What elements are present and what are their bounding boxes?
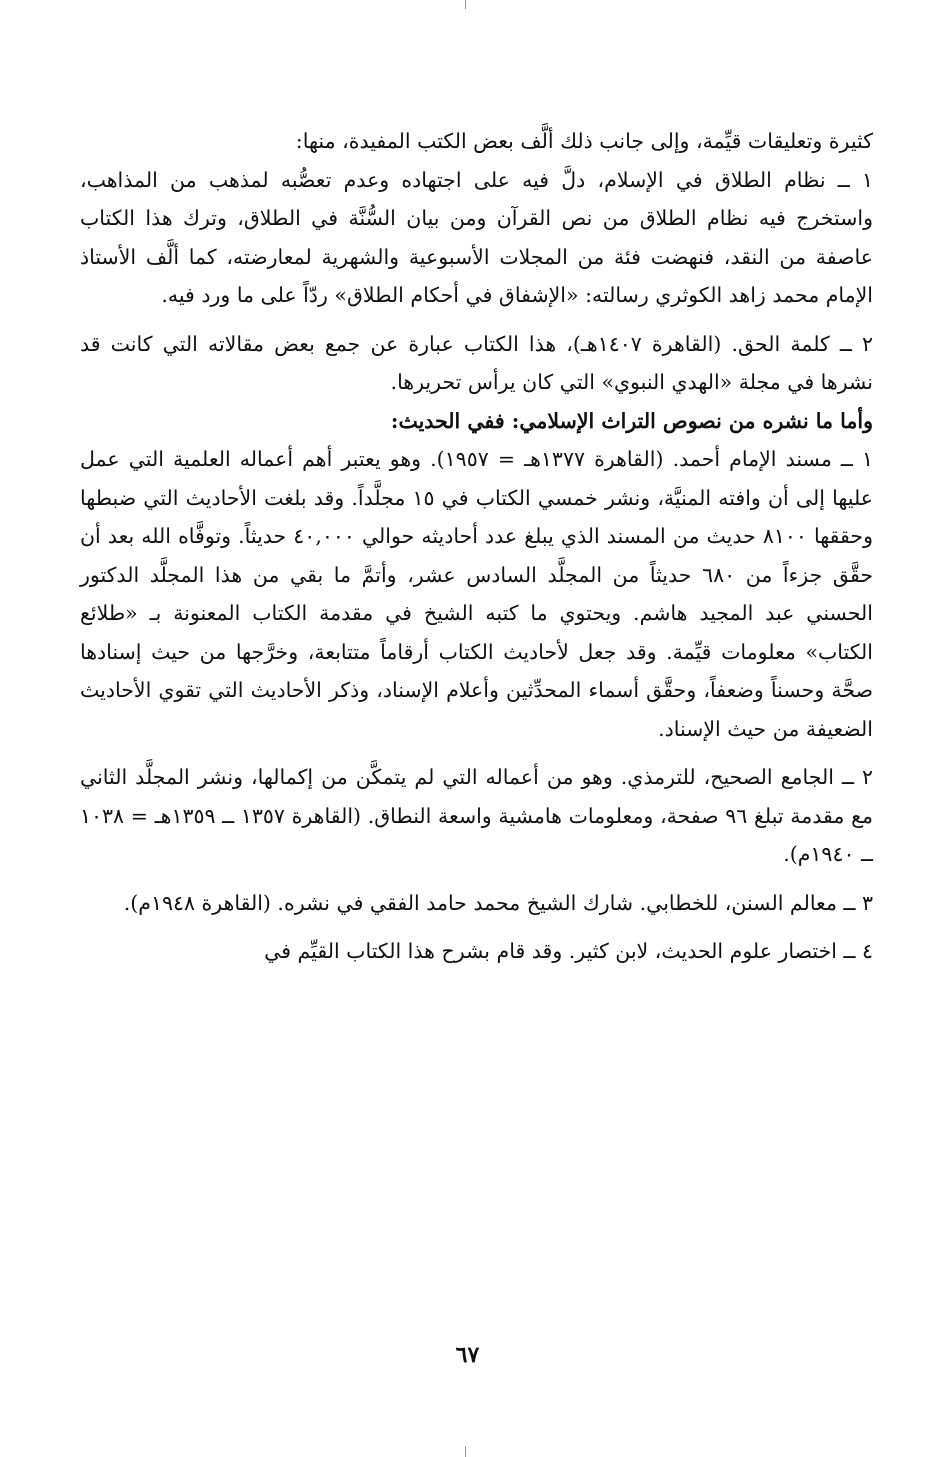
paragraph-hadith-item-3-maalim: ٣ ــ معالم السنن، للخطابي. شارك الشيخ محمد حامد الفقي في نشره. (القاهرة ١٩٤٨م). — [123, 890, 873, 915]
paragraph-item-1-divorce: ١ ــ نظام الطلاق في الإسلام، دلَّ فيه على اجتهاده وعدم تعصُّبه لمذهب من المذاهب، واستخرج فيه نظام الطلاق من نص القرآن ومن بيان السُّنَّة في الطلاق، وترك هذا الكتاب عاصفة من النقد، فنهضت فئة من المجلات الأسبوعية والشهرية لمعارضته، كما ألَّف الأستاذ الإمام محمد زاهد الكوثري رسالته: «الإشفاق في أحكام الطلاق» ردّاً على ما ورد فيه. — [80, 167, 873, 307]
page-number: ٦٧ — [455, 1342, 480, 1368]
paragraph-hadith-item-2-tirmidhi: ٢ ــ الجامع الصحيح، للترمذي. وهو من أعماله التي لم يتمكَّن من إكمالها، ونشر المجلَّد الثاني مع مقدمة تبلغ ٩٦ صفحة، ومعلومات هامشية واسعة النطاق. (القاهرة ١٣٥٧ ــ ١٣٥٩هـ = ١٠٣٨ ــ ١٩٤٠م). — [80, 765, 873, 866]
paragraph-hadith-item-4-ikhtisar: ٤ ــ اختصار علوم الحديث، لابن كثير. وقد قام بشرح هذا الكتاب القيِّم في — [264, 939, 873, 963]
paragraph-intro: كثيرة وتعليقات قيِّمة، وإلى جانب ذلك ألَّف بعض الكتب المفيدة، منها: — [295, 129, 873, 153]
section-heading-hadith: وأما ما نشره من نصوص التراث الإسلامي: ففي الحديث: — [390, 408, 873, 433]
bottom-crop-mark — [465, 1446, 466, 1457]
top-crop-mark — [465, 0, 466, 9]
paragraph-item-2-word-of-truth: ٢ ــ كلمة الحق. (القاهرة ١٤٠٧هـ)، هذا الكتاب عبارة عن جمع بعض مقالاته التي كانت قد نشرها في مجلة «الهدي النبوي» التي كان يرأس تحريرها. — [80, 331, 873, 394]
page-body — [80, 122, 873, 971]
paragraph-hadith-item-1-musnad: ١ ــ مسند الإمام أحمد. (القاهرة ١٣٧٧هـ = ١٩٥٧). وهو يعتبر أهم أعماله العلمية التي عمل عليها إلى أن وافته المنيَّة، ونشر خمسي الكتاب في ١٥ مجلَّداً. وقد بلغت الأحاديث التي ضبطها وحققها ٨١٠٠ حديث من المسند الذي يبلغ عدد أحاديثه حوالي ٤٠,٠٠٠ حديثاً. وتوفَّاه الله بعد أن حقَّق جزءاً من ٦٨٠ حديثاً من المجلَّد السادس عشر، وأتمَّ ما بقي من هذا المجلَّد الدكتور الحسني عبد المجيد هاشم. ويحتوي ما كتبه الشيخ في مقدمة الكتاب المعنونة بـ «طلائع الكتاب» معلومات قيِّمة. وقد جعل لأحاديث الكتاب أرقاماً متتابعة، وخرَّجها من حيث إسنادها صحَّة وحسناً وضعفاً، وحقَّق أسماء المحدِّثين وأعلام الإسناد، وذكر الأحاديث التي تقوي الأحاديث الضعيفة من حيث الإسناد. — [80, 447, 874, 741]
